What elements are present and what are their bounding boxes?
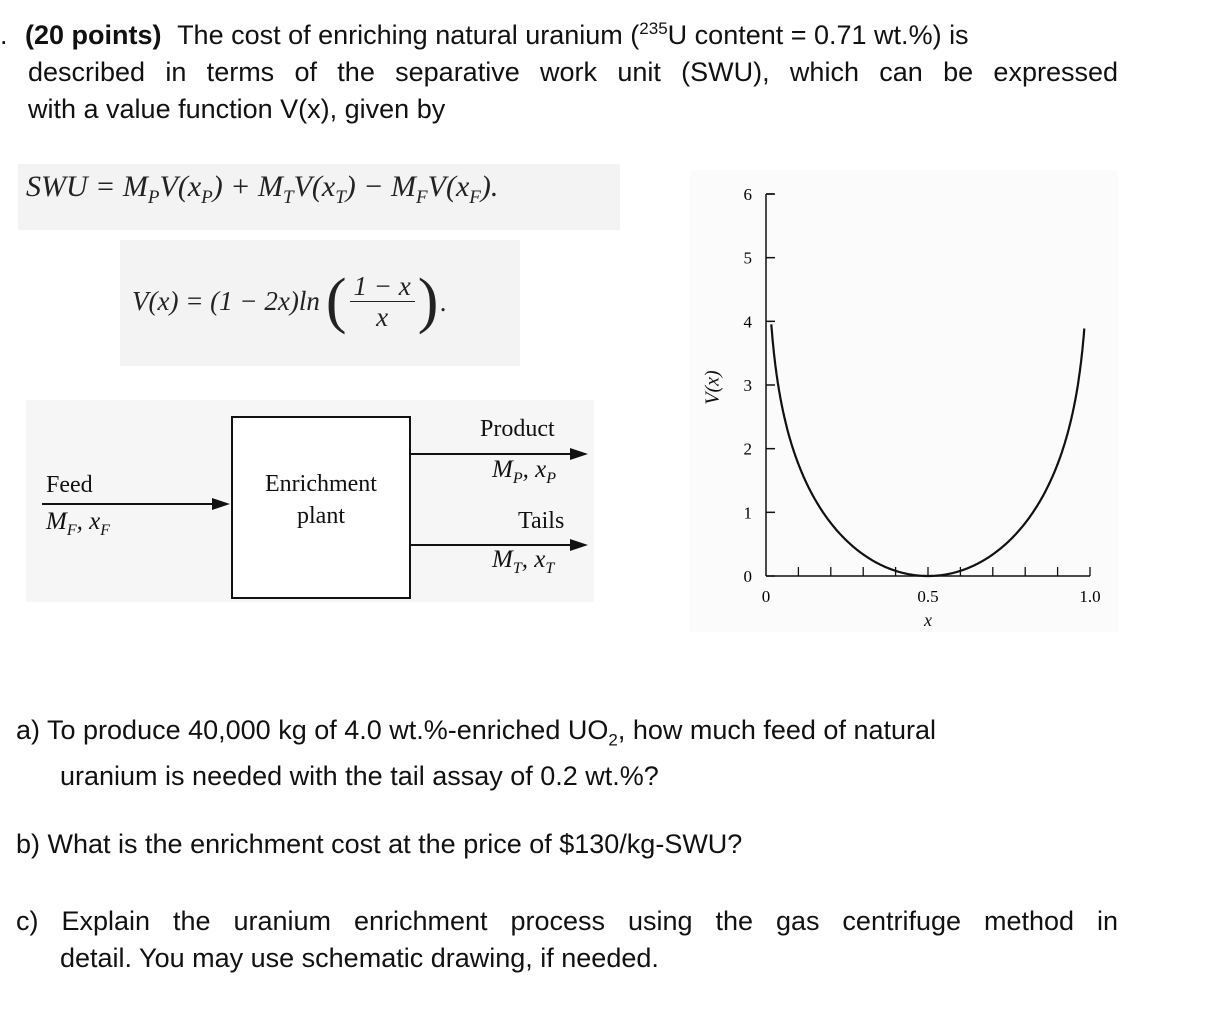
fraction: 1 − x x: [350, 271, 415, 332]
feed-subscript-label: $M_F$, $x_F$: [46, 508, 110, 539]
x-tick-label: 0.5: [917, 587, 939, 606]
tails-arrow-head: [570, 539, 588, 551]
value-function-chart: [690, 170, 1118, 632]
points-label: (20 points): [25, 20, 162, 50]
value-function-plot: [690, 170, 1118, 632]
value-function-curve: [771, 324, 1084, 576]
feed-label: Feed: [46, 472, 93, 498]
question-a: a) To produce 40,000 kg of 4.0 wt.%-enriched $UO_2$, how much feed of natural uranium is needed with the tail assay of 0.2 wt.%?: [16, 715, 936, 792]
problem-line-1: . (20 points) The cost of enriching natural uranium ($^{235}$U content = 0.71 wt.%) is: [0, 19, 969, 50]
y-tick-label: 1: [743, 503, 752, 523]
x-tick-label: 1.0: [1079, 587, 1101, 606]
x-tick-label: 0: [761, 587, 771, 606]
tails-subscript-label: $M_T$, $x_T$: [492, 546, 555, 577]
product-label: Product: [480, 416, 555, 442]
feed-arrow-head: [212, 498, 230, 510]
y-axis-label: V(x): [701, 370, 724, 405]
question-b: b) What is the enrichment cost at the price of $130/kg-SWU?: [16, 829, 743, 859]
y-tick-label: 4: [743, 312, 752, 332]
product-subscript-label: $M_P$, $x_P$: [492, 456, 556, 487]
plant-label: Enrichment plant: [265, 471, 377, 529]
y-tick-label: 0: [743, 567, 752, 586]
y-tick-label: 5: [743, 248, 752, 268]
product-arrow-head: [570, 448, 588, 460]
tails-label: Tails: [518, 508, 565, 534]
enrichment-diagram: [26, 400, 594, 602]
question-c: c) Explain the uranium enrichment process using the gas centrifuge method in detail. You may use schematic drawing, if needed.: [16, 906, 1118, 973]
y-tick-label: 6: [743, 185, 752, 204]
y-tick-label: 2: [743, 439, 752, 459]
problem-statement: [0, 10, 1118, 128]
y-tick-label: 3: [743, 376, 752, 395]
problem-line-2: described in terms of the separative work unit (SWU), which can be expressed: [28, 57, 1118, 87]
x-axis-label: x: [924, 610, 932, 630]
value-function-equation: V(x) = (1 − 2x)ln ( 1 − x x ) .: [132, 267, 448, 335]
swu-equation: SWU = $M_PV(x_P) + M_TV(x_T) - M_FV(x_F)$.: [26, 170, 499, 208]
problem-line-3: with a value function V(x), given by: [28, 94, 446, 124]
